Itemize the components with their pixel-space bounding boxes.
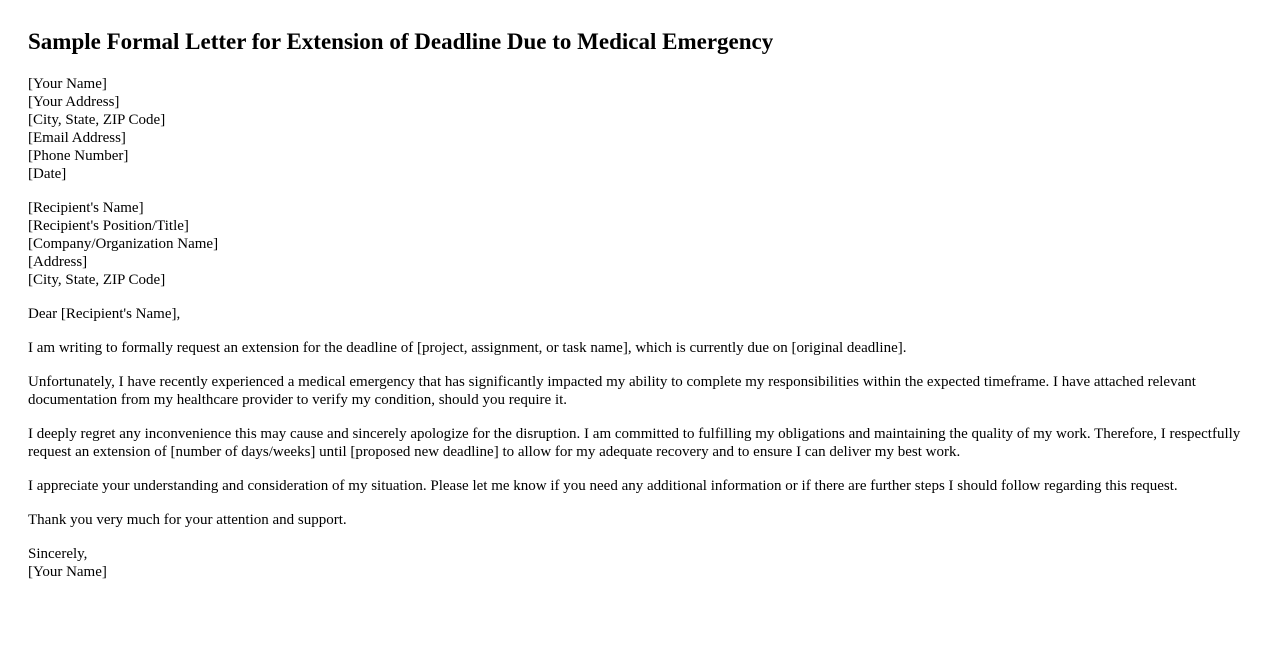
salutation: Dear [Recipient's Name], <box>28 306 181 322</box>
body-paragraph: Thank you very much for your attention and support. <box>28 512 347 528</box>
sender-phone: [Phone Number] <box>28 148 129 164</box>
recipient-position: [Recipient's Position/Title] <box>28 218 189 234</box>
letter-date: [Date] <box>28 166 67 182</box>
body-paragraph: I am writing to formally request an extension for the deadline of [project, assignment, or task name], which is currently due on [original deadline]. <box>28 340 907 356</box>
valediction: Sincerely, <box>28 546 88 562</box>
recipient-city-state-zip: [City, State, ZIP Code] <box>28 272 166 288</box>
signature: [Your Name] <box>28 564 107 580</box>
recipient-address: [Address] <box>28 254 88 270</box>
recipient-name: [Recipient's Name] <box>28 200 144 216</box>
sender-city-state-zip: [City, State, ZIP Code] <box>28 112 166 128</box>
sender-address-block <box>28 75 1250 183</box>
sender-email: [Email Address] <box>28 130 126 146</box>
page-title: Sample Formal Letter for Extension of Deadline Due to Medical Emergency <box>28 29 774 54</box>
sender-address: [Your Address] <box>28 94 120 110</box>
sender-name: [Your Name] <box>28 76 107 92</box>
closing-block <box>28 545 1250 581</box>
recipient-address-block <box>28 199 1250 289</box>
recipient-company: [Company/Organization Name] <box>28 236 219 252</box>
body-paragraph: I deeply regret any inconvenience this may cause and sincerely apologize for the disruption. I am committed to fulfilling my obligations and maintaining the quality of my work. Therefore, I respectfully request an extension of [number of days/weeks] until [proposed new deadline] to allow for my adequate recovery and to ensure I can deliver my best work. <box>28 426 1241 460</box>
body-paragraph: I appreciate your understanding and consideration of my situation. Please let me know if you need any additional information or if there are further steps I should follow regarding this request. <box>28 478 1178 494</box>
letter-document <box>28 0 1250 597</box>
body-paragraph: Unfortunately, I have recently experienced a medical emergency that has significantly impacted my ability to complete my responsibilities within the expected timeframe. I have attached relevant documentation from my healthcare provider to verify my condition, should you require it. <box>28 374 1196 408</box>
